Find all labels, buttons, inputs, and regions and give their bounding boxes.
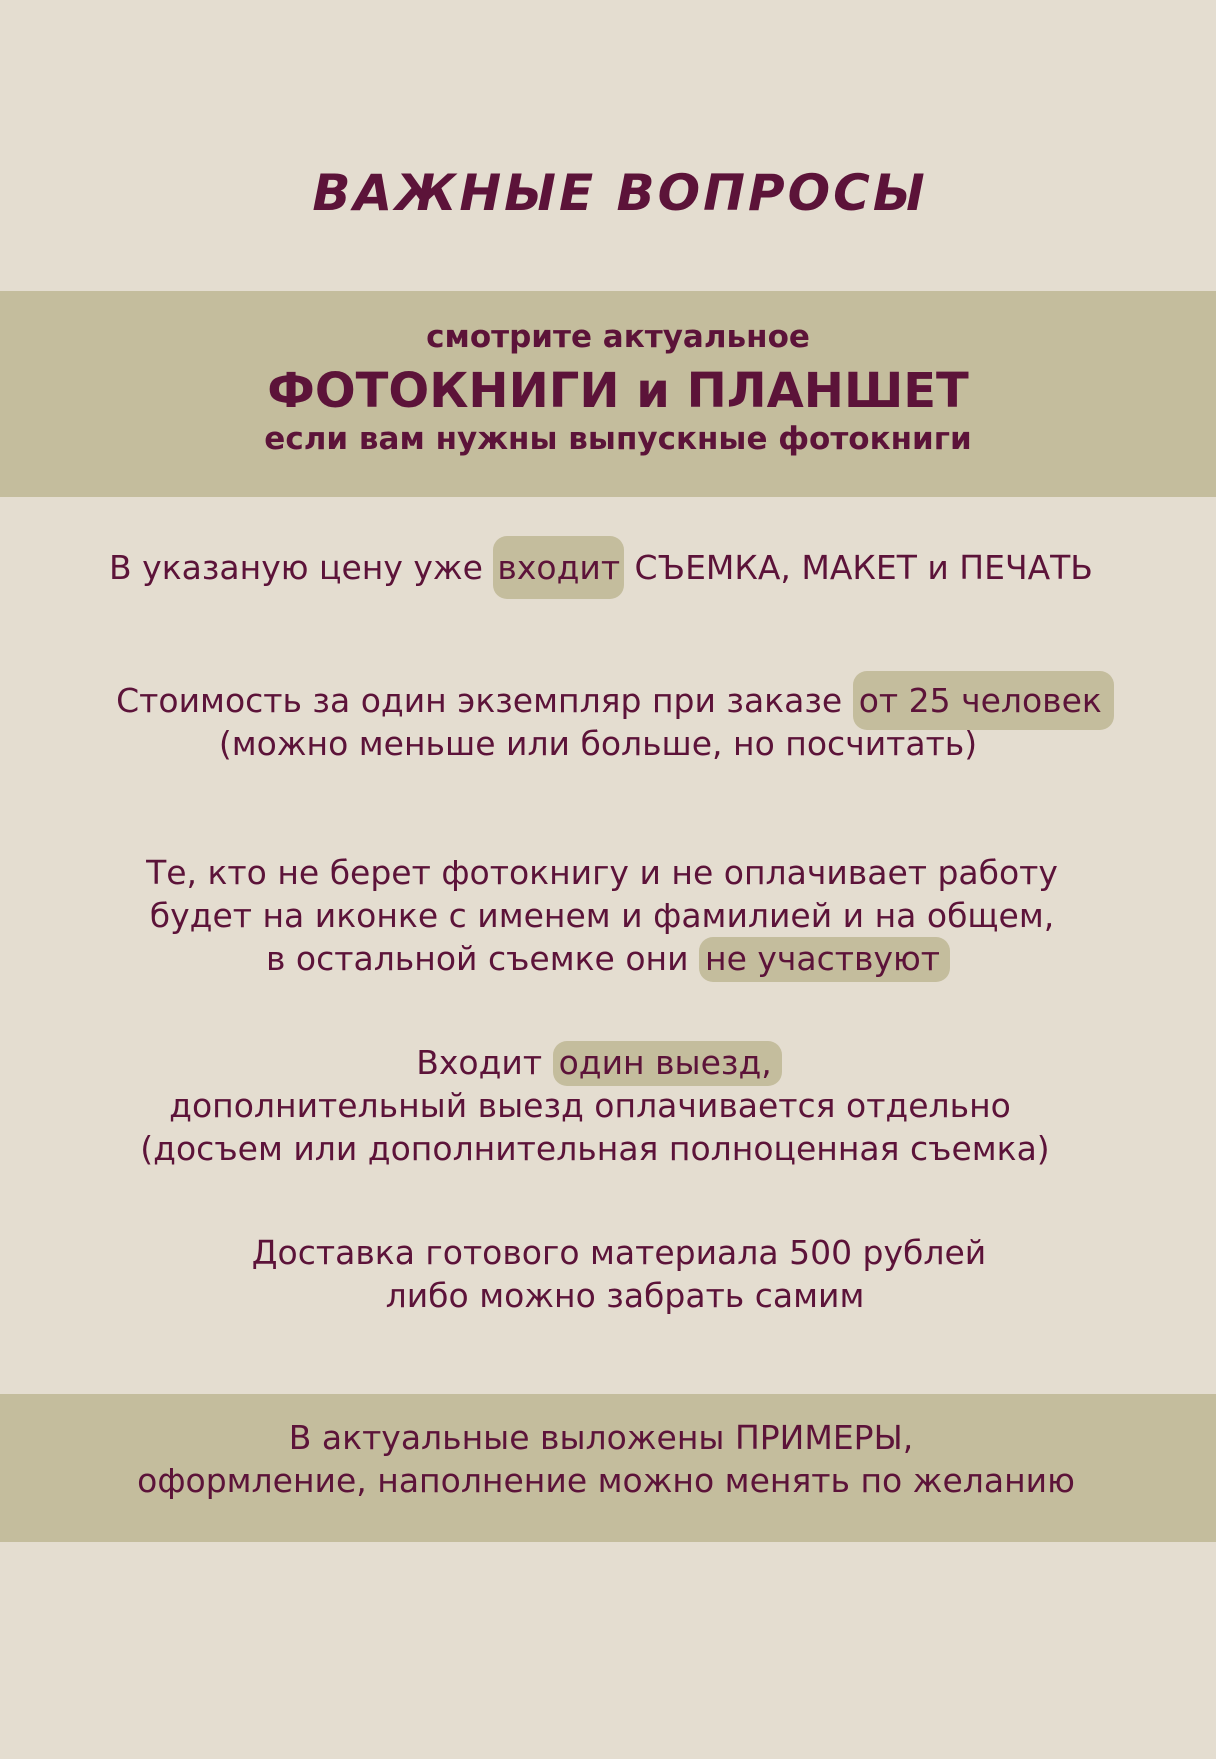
item-text: Входит [416, 1043, 553, 1082]
banner-line-3: если вам нужны выпускные фотокниги [264, 421, 972, 457]
banner-line-1: смотрите актуальное [426, 319, 810, 355]
highlight-badge: входит [493, 536, 624, 599]
banner-headline: ФОТОКНИГИ и ПЛАНШЕТ [267, 363, 969, 419]
item-delivery-line-2: либо можно забрать самим [385, 1276, 865, 1315]
page-title: ВАЖНЫЕ ВОПРОСЫ [312, 164, 928, 222]
item-cost-line-1 [7, 679, 1216, 722]
highlight-badge: один выезд, [553, 1041, 782, 1086]
highlight-badge: от 25 человек [853, 671, 1114, 730]
item-text: Стоимость за один экземпляр при заказе [116, 681, 853, 720]
item-text: В указаную цену уже [109, 548, 494, 587]
item-cost-line-2: (можно меньше или больше, но посчитать) [218, 724, 978, 763]
footer-line-1: В актуальные выложены ПРИМЕРЫ, [288, 1418, 914, 1457]
highlight-badge: не участвуют [699, 937, 950, 982]
item-price-includes [0, 546, 1209, 589]
item-delivery-line-1: Доставка готового материала 500 рублей [251, 1233, 987, 1272]
item-visit-line-1 [0, 1041, 1207, 1084]
item-participation-line-2: будет на иконке с именем и фамилией и на общем, [149, 896, 1055, 935]
item-visit-line-3: (досъем или дополнительная полноценная съемка) [140, 1129, 1050, 1168]
item-participation-line-1: Те, кто не берет фотокнигу и не оплачивает работу [146, 853, 1058, 892]
item-visit-line-2: дополнительный выезд оплачивается отдельно [169, 1086, 1011, 1125]
item-text: СЪЕМКА, МАКЕТ и ПЕЧАТЬ [624, 548, 1093, 587]
item-participation-line-3 [0, 937, 1216, 980]
footer-line-2: оформление, наполнение можно менять по желанию [137, 1461, 1075, 1500]
item-text: в остальной съемке они [265, 939, 700, 978]
